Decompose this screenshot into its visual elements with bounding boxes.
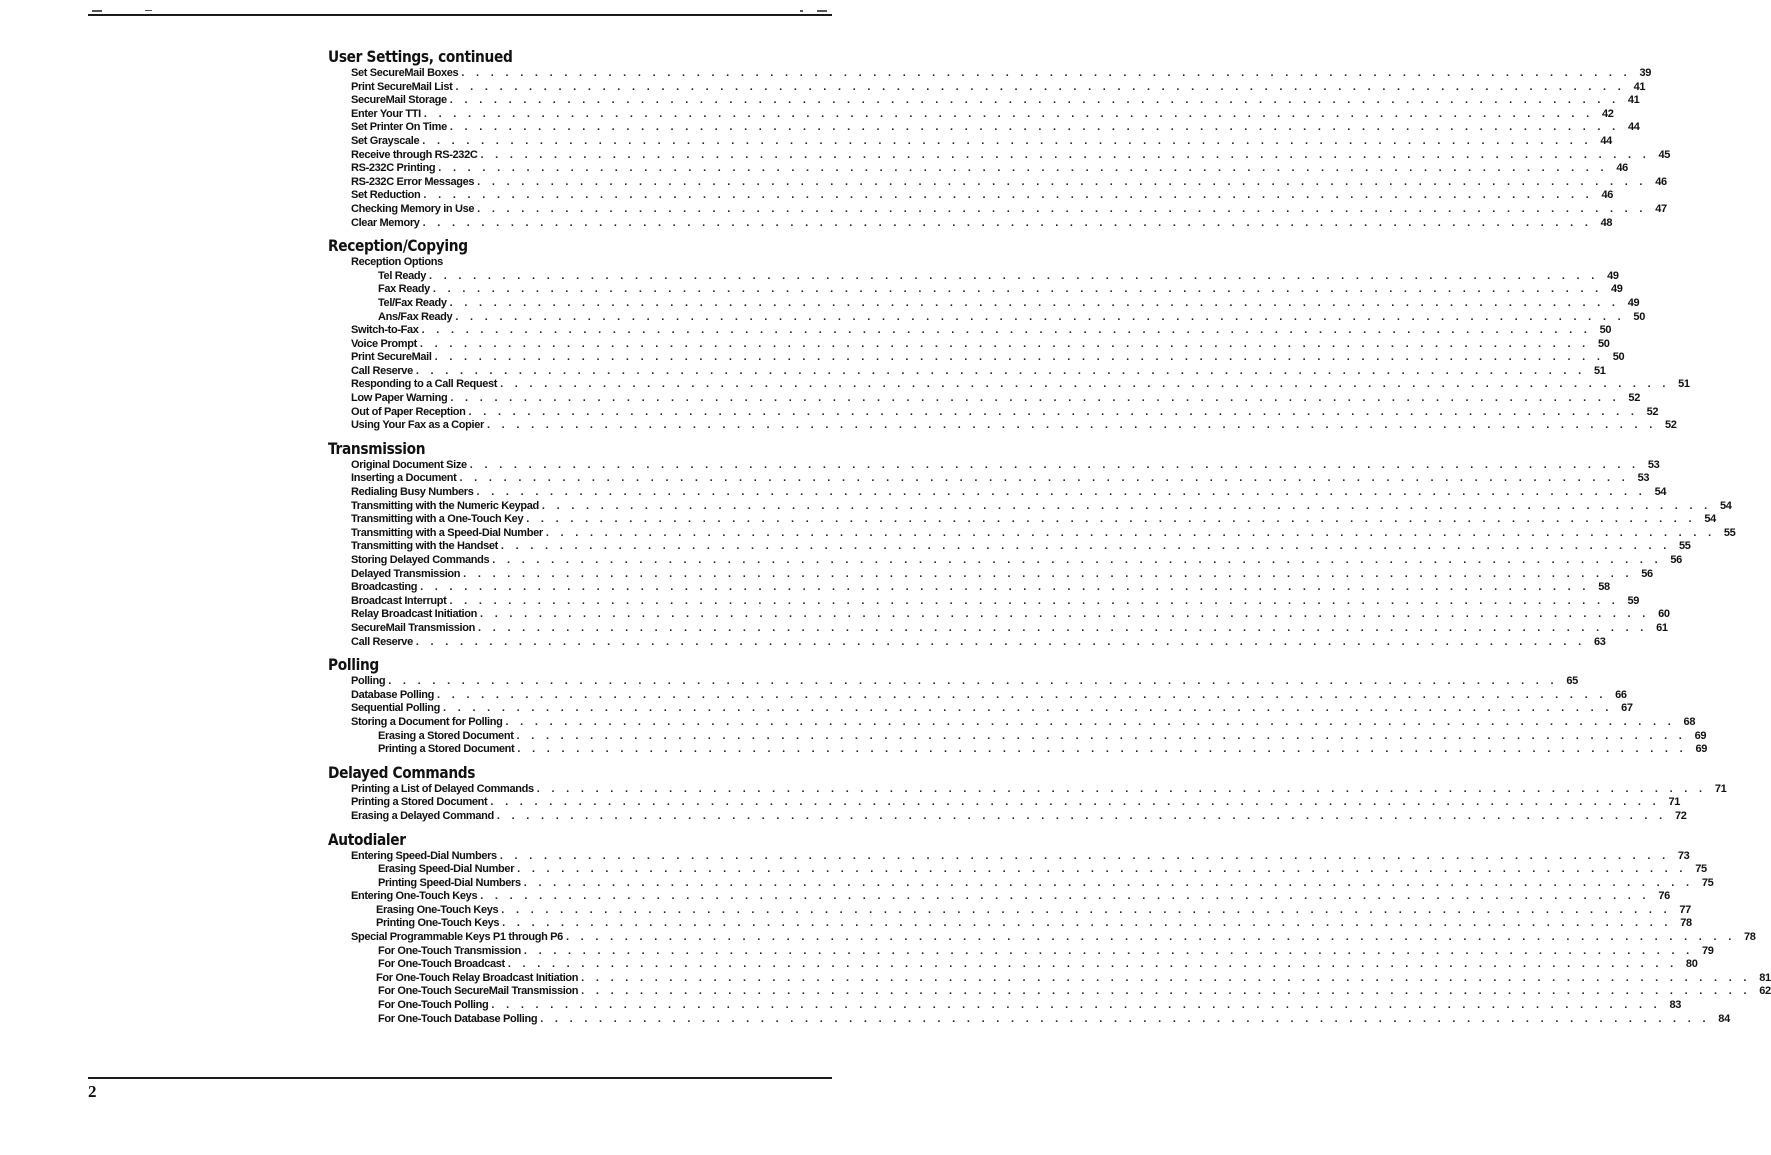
entry-label: Responding to a Call Request <box>351 378 498 391</box>
toc-entry[interactable] <box>328 849 1690 864</box>
entry-label: For One-Touch SecureMail Transmission <box>378 985 579 998</box>
dot-leader: . . . . . . . . . . . . . . . . . . . . . . . . . . . . . . . . . . . . . . . . . . . . . . . . . . . . . . . . . . . . . . . . . . . . . . . . . . . . . . . . <box>505 715 1676 728</box>
section-title: Autodialer <box>328 829 406 849</box>
entry-page-number: 52 <box>1646 405 1659 418</box>
toc-entry[interactable] <box>328 121 1640 135</box>
entry-label: Checking Memory in Use <box>351 202 475 215</box>
toc-entry[interactable] <box>328 134 1612 149</box>
toc-entry[interactable] <box>328 1012 1730 1027</box>
toc-entry[interactable] <box>328 729 1707 744</box>
toc-entry[interactable] <box>328 107 1614 122</box>
dot-leader: . . . . . . . . . . . . . . . . . . . . . . . . . . . . . . . . . . . . . . . . . . . . . . . . . . . . . . . . . . . . . . . . . . . . . . . . . . . . . . . . <box>455 310 1625 323</box>
dot-leader: . . . . . . . . . . . . . . . . . . . . . . . . . . . . . . . . . . . . . . . . . . . . . . . . . . . . . . . . . . . . . . . . . . . . . . . . . . . . . . . . <box>496 809 1667 822</box>
entry-page-number: 79 <box>1701 944 1714 957</box>
entry-label: SecureMail Transmission <box>351 621 476 634</box>
toc-entry[interactable] <box>328 283 1623 297</box>
section-title: Delayed Commands <box>328 762 476 782</box>
entry-page-number: 56 <box>1670 554 1682 566</box>
entry-page-number: 65 <box>1566 675 1578 688</box>
entry-page-number: 58 <box>1598 581 1610 594</box>
toc-entry[interactable] <box>328 635 1606 650</box>
dot-leader: . . . . . . . . . . . . . . . . . . . . . . . . . . . . . . . . . . . . . . . . . . . . . . . . . . . . . . . . . . . . . . . . . . . . . . . . . . . . . . . . <box>461 67 1631 79</box>
toc-section <box>328 762 1727 824</box>
entry-page-number: 49 <box>1610 283 1623 296</box>
toc-entry[interactable] <box>328 513 1716 527</box>
dot-leader: . . . . . . . . . . . . . . . . . . . . . . . . . . . . . . . . . . . . . . . . . . . . . . . . . . . . . . . . . . . . . . . . . . . . . . . . . . . . . . . . <box>415 364 1586 377</box>
entry-label: For One-Touch Relay Broadcast Initiation <box>376 971 579 984</box>
dot-leader: . . . . . . . . . . . . . . . . . . . . . . . . . . . . . . . . . . . . . . . . . . . . . . . . . . . . . . . . . . . . . . . . . . . . . . . . . . . . . . . . <box>523 876 1694 889</box>
toc-entry[interactable] <box>328 863 1707 877</box>
entry-label: Clear Memory <box>351 216 420 229</box>
entry-page-number: 50 <box>1633 310 1645 323</box>
entry-label: Tel/Fax Ready <box>378 296 447 309</box>
dot-leader: . . . . . . . . . . . . . . . . . . . . . . . . . . . . . . . . . . . . . . . . . . . . . . . . . . . . . . . . . . . . . . . . . . . . . . . . . . . . . . . . <box>421 324 1592 337</box>
entry-page-number: 49 <box>1607 269 1619 282</box>
entry-label: Transmitting with a One-Touch Key <box>351 513 524 526</box>
entry-page-number: 55 <box>1723 526 1736 539</box>
entry-label: Transmitting with the Handset <box>351 540 498 553</box>
entry-page-number: 53 <box>1637 472 1650 485</box>
entry-page-number: 71 <box>1668 796 1680 809</box>
entry-page-number: 75 <box>1701 876 1714 889</box>
entry-label: Call Reserve <box>351 364 413 377</box>
entry-label: Set Grayscale <box>351 134 420 147</box>
entry-page-number: 42 <box>1601 107 1614 120</box>
top-rule <box>88 14 832 16</box>
toc-entry[interactable] <box>328 148 1671 163</box>
entry-page-number: 46 <box>1616 162 1628 175</box>
entry-page-number: 69 <box>1695 743 1707 756</box>
dot-leader: . . . . . . . . . . . . . . . . . . . . . . . . . . . . . . . . . . . . . . . . . . . . . . . . . . . . . . . . . . . . . . . . . . . . . . . . . . . . . . . . <box>581 985 1751 998</box>
entry-page-number: 56 <box>1641 567 1653 580</box>
dot-leader: . . . . . . . . . . . . . . . . . . . . . . . . . . . . . . . . . . . . . . . . . . . . . . . . . . . . . . . . . . . . . . . . . . . . . . . . . . . . . . . . <box>477 202 1647 215</box>
entry-page-number: 41 <box>1627 94 1640 107</box>
entry-label: Ans/Fax Ready <box>378 310 453 323</box>
entry-label: Receive through RS-232C <box>351 148 478 161</box>
entry-label: Print SecureMail <box>351 351 432 364</box>
dot-leader: . . . . . . . . . . . . . . . . . . . . . . . . . . . . . . . . . . . . . . . . . . . . . . . . . . . . . . . . . . . . . . . . . . . . . . . . . . . . . . . . <box>477 175 1647 188</box>
dot-leader: . . . . . . . . . . . . . . . . . . . . . . . . . . . . . . . . . . . . . . . . . . . . . . . . . . . . . . . . . . . . . . . . . . . . . . . . . . . . . . . . <box>463 567 1633 580</box>
entry-label: Reception Options <box>351 256 443 269</box>
entry-label: Database Polling <box>351 688 435 701</box>
dot-leader: . . . . . . . . . . . . . . . . . . . . . . . . . . . . . . . . . . . . . . . . . . . . . . . . . . . . . . . . . . . . . . . . . . . . . . . . . . . . . . . . <box>565 931 1736 944</box>
toc-section <box>328 236 1690 433</box>
toc-entry[interactable] <box>328 256 742 270</box>
dot-leader: . . . . . . . . . . . . . . . . . . . . . . . . . . . . . . . . . . . . . . . . . . . . . . . . . . . . . . . . . . . . . . . . . . . . . . . . . . . . . . . . <box>536 782 1707 795</box>
entry-label: Set SecureMail Boxes <box>351 67 459 79</box>
bottom-rule <box>88 1077 832 1079</box>
toc-entry[interactable] <box>328 351 1625 365</box>
entry-label: Printing a Stored Document <box>351 796 488 809</box>
dot-leader: . . . . . . . . . . . . . . . . . . . . . . . . . . . . . . . . . . . . . . . . . . . . . . . . . . . . . . . . . . . . . . . . . . . . . . . . . . . . . . . . <box>429 269 1599 282</box>
toc-entry[interactable] <box>328 944 1714 959</box>
dot-leader: . . . . . . . . . . . . . . . . . . . . . . . . . . . . . . . . . . . . . . . . . . . . . . . . . . . . . . . . . . . . . . . . . . . . . . . . . . . . . . . . <box>459 472 1630 485</box>
entry-page-number: 63 <box>1593 635 1606 648</box>
dot-leader: . . . . . . . . . . . . . . . . . . . . . . . . . . . . . . . . . . . . . . . . . . . . . . . . . . . . . . . . . . . . . . . . . . . . . . . . . . . . . . . . <box>455 80 1626 93</box>
toc-entry[interactable] <box>328 958 1698 972</box>
toc-entry[interactable] <box>328 917 1692 931</box>
entry-page-number: 54 <box>1654 486 1667 499</box>
entry-label: Tel Ready <box>378 269 426 282</box>
entry-label: Enter Your TTI <box>351 107 421 120</box>
entry-label: Printing Speed-Dial Numbers <box>378 876 521 889</box>
toc-entry[interactable] <box>328 567 1653 582</box>
entry-label: Relay Broadcast Initiation <box>351 608 477 621</box>
toc-entry[interactable] <box>328 903 1691 918</box>
toc-entry[interactable] <box>328 337 1610 352</box>
dot-leader: . . . . . . . . . . . . . . . . . . . . . . . . . . . . . . . . . . . . . . . . . . . . . . . . . . . . . . . . . . . . . . . . . . . . . . . . . . . . . . . . <box>480 148 1651 161</box>
toc-entry[interactable] <box>328 809 1687 824</box>
entry-label: Entering Speed-Dial Numbers <box>351 849 497 862</box>
entry-label: Sequential Polling <box>351 702 441 715</box>
toc-entry[interactable] <box>328 162 1628 176</box>
dot-leader: . . . . . . . . . . . . . . . . . . . . . . . . . . . . . . . . . . . . . . . . . . . . . . . . . . . . . . . . . . . . . . . . . . . . . . . . . . . . . . . . <box>388 675 1558 688</box>
scan-mark <box>817 10 827 12</box>
dot-leader: . . . . . . . . . . . . . . . . . . . . . . . . . . . . . . . . . . . . . . . . . . . . . . . . . . . . . . . . . . . . . . . . . . . . . . . . . . . . . . . . <box>480 608 1650 621</box>
entry-label: For One-Touch Database Polling <box>378 1012 538 1025</box>
entry-page-number: 52 <box>1665 419 1677 432</box>
toc-entry[interactable] <box>328 554 1682 568</box>
section-title: Reception/Copying <box>328 236 468 256</box>
entry-page-number: 50 <box>1612 351 1625 364</box>
entry-label: Set Reduction <box>351 189 421 202</box>
entry-label: Transmitting with the Numeric Keypad <box>351 499 539 512</box>
entry-label: Erasing Speed-Dial Number <box>378 863 515 876</box>
entry-label: RS-232C Printing <box>351 162 436 175</box>
toc-entry[interactable] <box>328 486 1667 500</box>
toc-entry[interactable] <box>328 581 1610 595</box>
toc-entry[interactable] <box>328 715 1696 730</box>
scan-mark <box>92 10 102 12</box>
entry-page-number: 59 <box>1627 594 1640 607</box>
entry-page-number: 45 <box>1658 148 1671 161</box>
entry-label: Broadcast Interrupt <box>351 594 447 607</box>
dot-leader: . . . . . . . . . . . . . . . . . . . . . . . . . . . . . . . . . . . . . . . . . . . . . . . . . . . . . . . . . . . . . . . . . . . . . . . . . . . . . . . . <box>490 796 1660 809</box>
entry-label: Redialing Busy Numbers <box>351 486 474 499</box>
dot-leader: . . . . . . . . . . . . . . . . . . . . . . . . . . . . . . . . . . . . . . . . . . . . . . . . . . . . . . . . . . . . . . . . . . . . . . . . . . . . . . . . <box>500 540 1671 553</box>
dot-leader: . . . . . . . . . . . . . . . . . . . . . . . . . . . . . . . . . . . . . . . . . . . . . . . . . . . . . . . . . . . . . . . . . . . . . . . . . . . . . . . . <box>415 635 1586 648</box>
toc-entry[interactable] <box>328 931 1756 945</box>
toc-entry[interactable] <box>328 80 1646 95</box>
entry-label: Erasing One-Touch Keys <box>376 903 499 916</box>
dot-leader: . . . . . . . . . . . . . . . . . . . . . . . . . . . . . . . . . . . . . . . . . . . . . . . . . . . . . . . . . . . . . . . . . . . . . . . . . . . . . . . . <box>517 743 1687 756</box>
toc-entry[interactable] <box>328 688 1627 703</box>
toc-entry[interactable] <box>328 458 1660 473</box>
entry-page-number: 83 <box>1669 999 1682 1012</box>
entry-label: SecureMail Storage <box>351 94 447 107</box>
toc-entry[interactable] <box>328 594 1640 609</box>
dot-leader: . . . . . . . . . . . . . . . . . . . . . . . . . . . . . . . . . . . . . . . . . . . . . . . . . . . . . . . . . . . . . . . . . . . . . . . . . . . . . . . . <box>499 849 1670 862</box>
entry-page-number: 77 <box>1679 903 1691 916</box>
entry-label: Printing a Stored Document <box>378 743 515 756</box>
entry-page-number: 78 <box>1680 917 1692 930</box>
entry-page-number: 51 <box>1593 364 1606 377</box>
entry-label: Erasing a Delayed Command <box>351 809 494 822</box>
toc-entry[interactable] <box>328 175 1667 190</box>
dot-leader: . . . . . . . . . . . . . . . . . . . . . . . . . . . . . . . . . . . . . . . . . . . . . . . . . . . . . . . . . . . . . . . . . . . . . . . . . . . . . . . . <box>438 162 1608 175</box>
entry-page-number: 61 <box>1656 621 1668 634</box>
dot-leader: . . . . . . . . . . . . . . . . . . . . . . . . . . . . . . . . . . . . . . . . . . . . . . . . . . . . . . . . . . . . . . . . . . . . . . . . . . . . . . . . <box>540 1012 1710 1025</box>
entry-page-number: 76 <box>1658 890 1670 903</box>
entry-label: Print SecureMail List <box>351 80 453 93</box>
dot-leader: . . . . . . . . . . . . . . . . . . . . . . . . . . . . . . . . . . . . . . . . . . . . . . . . . . . . . . . . . . . . . . . . . . . . . . . . . . . . . . . . <box>422 134 1592 147</box>
entry-page-number: 51 <box>1678 378 1690 391</box>
toc-entry[interactable] <box>328 782 1727 797</box>
toc-entry[interactable] <box>328 216 1613 231</box>
dot-leader: . . . . . . . . . . . . . . . . . . . . . . . . . . . . . . . . . . . . . . . . . . . . . . . . . . . . . . . . . . . . . . . . . . . . . . . . . . . . . . . . <box>501 903 1671 916</box>
entry-label: Inserting a Document <box>351 472 457 485</box>
table-of-contents <box>328 47 1771 1032</box>
toc-entry[interactable] <box>328 890 1670 904</box>
dot-leader: . . . . . . . . . . . . . . . . . . . . . . . . . . . . . . . . . . . . . . . . . . . . . . . . . . . . . . . . . . . . . . . . . . . . . . . . . . . . . . . . <box>443 702 1613 715</box>
section-title: Transmission <box>328 438 426 458</box>
toc-entry[interactable] <box>328 743 1707 757</box>
page-number: 2 <box>88 1082 97 1101</box>
dot-leader: . . . . . . . . . . . . . . . . . . . . . . . . . . . . . . . . . . . . . . . . . . . . . . . . . . . . . . . . . . . . . . . . . . . . . . . . . . . . . . . . <box>423 107 1594 120</box>
toc-section <box>328 438 1736 649</box>
dot-leader: . . . . . . . . . . . . . . . . . . . . . . . . . . . . . . . . . . . . . . . . . . . . . . . . . . . . . . . . . . . . . . . . . . . . . . . . . . . . . . . . <box>478 621 1648 634</box>
dot-leader: . . . . . . . . . . . . . . . . . . . . . . . . . . . . . . . . . . . . . . . . . . . . . . . . . . . . . . . . . . . . . . . . . . . . . . . . . . . . . . . . <box>492 554 1662 566</box>
entry-label: For One-Touch Transmission <box>378 944 521 957</box>
toc-entry[interactable] <box>328 675 1578 689</box>
toc-entry[interactable] <box>328 67 1651 81</box>
dot-leader: . . . . . . . . . . . . . . . . . . . . . . . . . . . . . . . . . . . . . . . . . . . . . . . . . . . . . . . . . . . . . . . . . . . . . . . . . . . . . . . . <box>581 971 1751 984</box>
entry-label: Switch-to-Fax <box>351 324 419 337</box>
entry-page-number: 50 <box>1597 337 1610 350</box>
entry-page-number: 53 <box>1647 458 1660 471</box>
toc-entry[interactable] <box>328 971 1771 986</box>
dot-leader: . . . . . . . . . . . . . . . . . . . . . . . . . . . . . . . . . . . . . . . . . . . . . . . . . . . . . . . . . . . . . . . . . . . . . . . . . . . . . . . . <box>523 944 1694 957</box>
entry-label: Printing One-Touch Keys <box>376 917 500 930</box>
entry-page-number: 81 <box>1759 971 1771 984</box>
toc-entry[interactable] <box>328 472 1650 486</box>
dot-leader: . . . . . . . . . . . . . . . . . . . . . . . . . . . . . . . . . . . . . . . . . . . . . . . . . . . . . . . . . . . . . . . . . . . . . . . . . . . . . . . . <box>502 917 1672 930</box>
entry-label: Erasing a Stored Document <box>378 729 514 742</box>
entry-page-number: 39 <box>1639 67 1651 79</box>
entry-label: Transmitting with a Speed-Dial Number <box>351 526 543 539</box>
toc-entry[interactable] <box>328 526 1736 541</box>
entry-label: Entering One-Touch Keys <box>351 890 478 903</box>
dot-leader: . . . . . . . . . . . . . . . . . . . . . . . . . . . . . . . . . . . . . . . . . . . . . . . . . . . . . . . . . . . . . . . . . . . . . . . . . . . . . . . . <box>516 729 1687 742</box>
entry-label: Storing a Document for Polling <box>351 715 503 728</box>
toc-entry[interactable] <box>328 876 1714 891</box>
entry-page-number: 46 <box>1601 189 1614 202</box>
entry-label: Low Paper Warning <box>351 392 448 405</box>
dot-leader: . . . . . . . . . . . . . . . . . . . . . . . . . . . . . . . . . . . . . . . . . . . . . . . . . . . . . . . . . . . . . . . . . . . . . . . . . . . . . . . . <box>432 283 1603 296</box>
entry-page-number: 46 <box>1655 175 1667 188</box>
entry-label: RS-232C Error Messages <box>351 175 475 188</box>
entry-label: Special Programmable Keys P1 through P6 <box>351 931 563 944</box>
dot-leader: . . . . . . . . . . . . . . . . . . . . . . . . . . . . . . . . . . . . . . . . . . . . . . . . . . . . . . . . . . . . . . . . . . . . . . . . . . . . . . . . <box>449 296 1620 309</box>
entry-page-number: 48 <box>1600 216 1613 229</box>
dot-leader: . . . . . . . . . . . . . . . . . . . . . . . . . . . . . . . . . . . . . . . . . . . . . . . . . . . . . . . . . . . . . . . . . . . . . . . . . . . . . . . . <box>500 378 1670 391</box>
entry-page-number: 54 <box>1704 513 1716 526</box>
toc-entry[interactable] <box>328 94 1640 108</box>
entry-label: Call Reserve <box>351 635 413 648</box>
dot-leader: . . . . . . . . . . . . . . . . . . . . . . . . . . . . . . . . . . . . . . . . . . . . . . . . . . . . . . . . . . . . . . . . . . . . . . . . . . . . . . . . <box>545 526 1716 539</box>
dot-leader: . . . . . . . . . . . . . . . . . . . . . . . . . . . . . . . . . . . . . . . . . . . . . . . . . . . . . . . . . . . . . . . . . . . . . . . . . . . . . . . . <box>480 890 1650 903</box>
dot-leader: . . . . . . . . . . . . . . . . . . . . . . . . . . . . . . . . . . . . . . . . . . . . . . . . . . . . . . . . . . . . . . . . . . . . . . . . . . . . . . . . <box>541 499 1712 512</box>
toc-entry[interactable] <box>328 540 1691 554</box>
toc-entry[interactable] <box>328 378 1690 392</box>
dot-leader: . . . . . . . . . . . . . . . . . . . . . . . . . . . . . . . . . . . . . . . . . . . . . . . . . . . . . . . . . . . . . . . . . . . . . . . . . . . . . . . . <box>491 999 1662 1012</box>
toc-section <box>328 655 1707 757</box>
entry-label: Set Printer On Time <box>351 121 447 134</box>
entry-label: Fax Ready <box>378 283 430 296</box>
entry-label: Original Document Size <box>351 458 467 471</box>
entry-page-number: 50 <box>1599 324 1612 337</box>
toc-entry[interactable] <box>328 796 1680 810</box>
entry-page-number: 54 <box>1719 499 1732 512</box>
toc-entry[interactable] <box>328 364 1606 379</box>
toc-entry[interactable] <box>328 189 1614 203</box>
dot-leader: . . . . . . . . . . . . . . . . . . . . . . . . . . . . . . . . . . . . . . . . . . . . . . . . . . . . . . . . . . . . . . . . . . . . . . . . . . . . . . . . <box>526 513 1696 526</box>
entry-page-number: 44 <box>1627 121 1640 134</box>
entry-page-number: 84 <box>1718 1012 1730 1025</box>
entry-page-number: 75 <box>1695 863 1707 876</box>
scan-mark <box>145 10 152 11</box>
dot-leader: . . . . . . . . . . . . . . . . . . . . . . . . . . . . . . . . . . . . . . . . . . . . . . . . . . . . . . . . . . . . . . . . . . . . . . . . . . . . . . . . <box>476 486 1647 499</box>
dot-leader: . . . . . . . . . . . . . . . . . . . . . . . . . . . . . . . . . . . . . . . . . . . . . . . . . . . . . . . . . . . . . . . . . . . . . . . . . . . . . . . . <box>420 581 1590 594</box>
entry-label: Broadcasting <box>351 581 418 594</box>
entry-page-number: 44 <box>1600 134 1612 147</box>
entry-page-number: 47 <box>1655 202 1667 215</box>
entry-page-number: 55 <box>1679 540 1691 553</box>
toc-entry[interactable] <box>328 621 1668 636</box>
dot-leader: . . . . . . . . . . . . . . . . . . . . . . . . . . . . . . . . . . . . . . . . . . . . . . . . . . . . . . . . . . . . . . . . . . . . . . . . . . . . . . . . <box>507 958 1678 971</box>
entry-page-number: 52 <box>1628 392 1640 405</box>
entry-label: Printing a List of Delayed Commands <box>351 782 534 795</box>
entry-page-number: 68 <box>1683 715 1696 728</box>
entry-label: For One-Touch Broadcast <box>378 958 505 971</box>
toc-entry[interactable] <box>328 419 1677 433</box>
entry-label: Polling <box>351 675 386 688</box>
entry-page-number: 72 <box>1674 809 1687 822</box>
toc-entry[interactable] <box>328 985 1771 999</box>
dot-leader: . . . . . . . . . . . . . . . . . . . . . . . . . . . . . . . . . . . . . . . . . . . . . . . . . . . . . . . . . . . . . . . . . . . . . . . . . . . . . . . . <box>450 392 1620 405</box>
dot-leader: . . . . . . . . . . . . . . . . . . . . . . . . . . . . . . . . . . . . . . . . . . . . . . . . . . . . . . . . . . . . . . . . . . . . . . . . . . . . . . . . <box>486 419 1657 432</box>
dot-leader: . . . . . . . . . . . . . . . . . . . . . . . . . . . . . . . . . . . . . . . . . . . . . . . . . . . . . . . . . . . . . . . . . . . . . . . . . . . . . . . . <box>469 458 1640 471</box>
dot-leader: . . . . . . . . . . . . . . . . . . . . . . . . . . . . . . . . . . . . . . . . . . . . . . . . . . . . . . . . . . . . . . . . . . . . . . . . . . . . . . . . <box>419 337 1590 350</box>
dot-leader: . . . . . . . . . . . . . . . . . . . . . . . . . . . . . . . . . . . . . . . . . . . . . . . . . . . . . . . . . . . . . . . . . . . . . . . . . . . . . . . . <box>449 121 1620 134</box>
entry-label: Delayed Transmission <box>351 567 461 580</box>
dot-leader: . . . . . . . . . . . . . . . . . . . . . . . . . . . . . . . . . . . . . . . . . . . . . . . . . . . . . . . . . . . . . . . . . . . . . . . . . . . . . . . . <box>434 351 1605 364</box>
dot-leader: . . . . . . . . . . . . . . . . . . . . . . . . . . . . . . . . . . . . . . . . . . . . . . . . . . . . . . . . . . . . . . . . . . . . . . . . . . . . . . . . <box>517 863 1687 876</box>
dot-leader: . . . . . . . . . . . . . . . . . . . . . . . . . . . . . . . . . . . . . . . . . . . . . . . . . . . . . . . . . . . . . . . . . . . . . . . . . . . . . . . . <box>449 594 1620 607</box>
entry-page-number: 67 <box>1621 702 1633 715</box>
dot-leader: . . . . . . . . . . . . . . . . . . . . . . . . . . . . . . . . . . . . . . . . . . . . . . . . . . . . . . . . . . . . . . . . . . . . . . . . . . . . . . . . <box>423 189 1594 202</box>
dot-leader: . . . . . . . . . . . . . . . . . . . . . . . . . . . . . . . . . . . . . . . . . . . . . . . . . . . . . . . . . . . . . . . . . . . . . . . . . . . . . . . . <box>422 216 1593 229</box>
entry-page-number: 73 <box>1677 849 1690 862</box>
scan-mark <box>800 10 803 12</box>
section-title: Polling <box>328 655 379 675</box>
entry-label: Using Your Fax as a Copier <box>351 419 484 432</box>
toc-entry[interactable] <box>328 405 1659 420</box>
toc-entry[interactable] <box>328 499 1732 514</box>
entry-page-number: 49 <box>1627 296 1640 309</box>
toc-entry[interactable] <box>328 269 1619 284</box>
entry-page-number: 78 <box>1744 931 1756 944</box>
toc-entry[interactable] <box>328 392 1640 406</box>
dot-leader: . . . . . . . . . . . . . . . . . . . . . . . . . . . . . . . . . . . . . . . . . . . . . . . . . . . . . . . . . . . . . . . . . . . . . . . . . . . . . . . . <box>449 94 1620 107</box>
entry-label: Voice Prompt <box>351 337 417 350</box>
toc-section <box>328 47 1671 230</box>
entry-label: Out of Paper Reception <box>351 405 466 418</box>
toc-entry[interactable] <box>328 296 1640 311</box>
entry-label: Storing Delayed Commands <box>351 554 490 566</box>
toc-entry[interactable] <box>328 324 1612 338</box>
entry-page-number: 60 <box>1658 608 1670 621</box>
toc-entry[interactable] <box>328 202 1667 217</box>
entry-page-number: 69 <box>1694 729 1707 742</box>
entry-page-number: 62 <box>1759 985 1771 998</box>
dot-leader: . . . . . . . . . . . . . . . . . . . . . . . . . . . . . . . . . . . . . . . . . . . . . . . . . . . . . . . . . . . . . . . . . . . . . . . . . . . . . . . . <box>437 688 1607 701</box>
toc-section <box>328 829 1771 1027</box>
toc-entry[interactable] <box>328 608 1670 622</box>
entry-page-number: 41 <box>1633 80 1646 93</box>
entry-page-number: 80 <box>1685 958 1698 971</box>
dot-leader: . . . . . . . . . . . . . . . . . . . . . . . . . . . . . . . . . . . . . . . . . . . . . . . . . . . . . . . . . . . . . . . . . . . . . . . . . . . . . . . . <box>468 405 1639 418</box>
toc-entry[interactable] <box>328 702 1633 716</box>
toc-entry[interactable] <box>328 999 1682 1013</box>
entry-label: For One-Touch Polling <box>378 999 489 1012</box>
section-title: User Settings, continued <box>328 47 513 66</box>
entry-page-number: 71 <box>1714 782 1727 795</box>
entry-page-number: 66 <box>1615 688 1627 701</box>
toc-entry[interactable] <box>328 310 1645 325</box>
